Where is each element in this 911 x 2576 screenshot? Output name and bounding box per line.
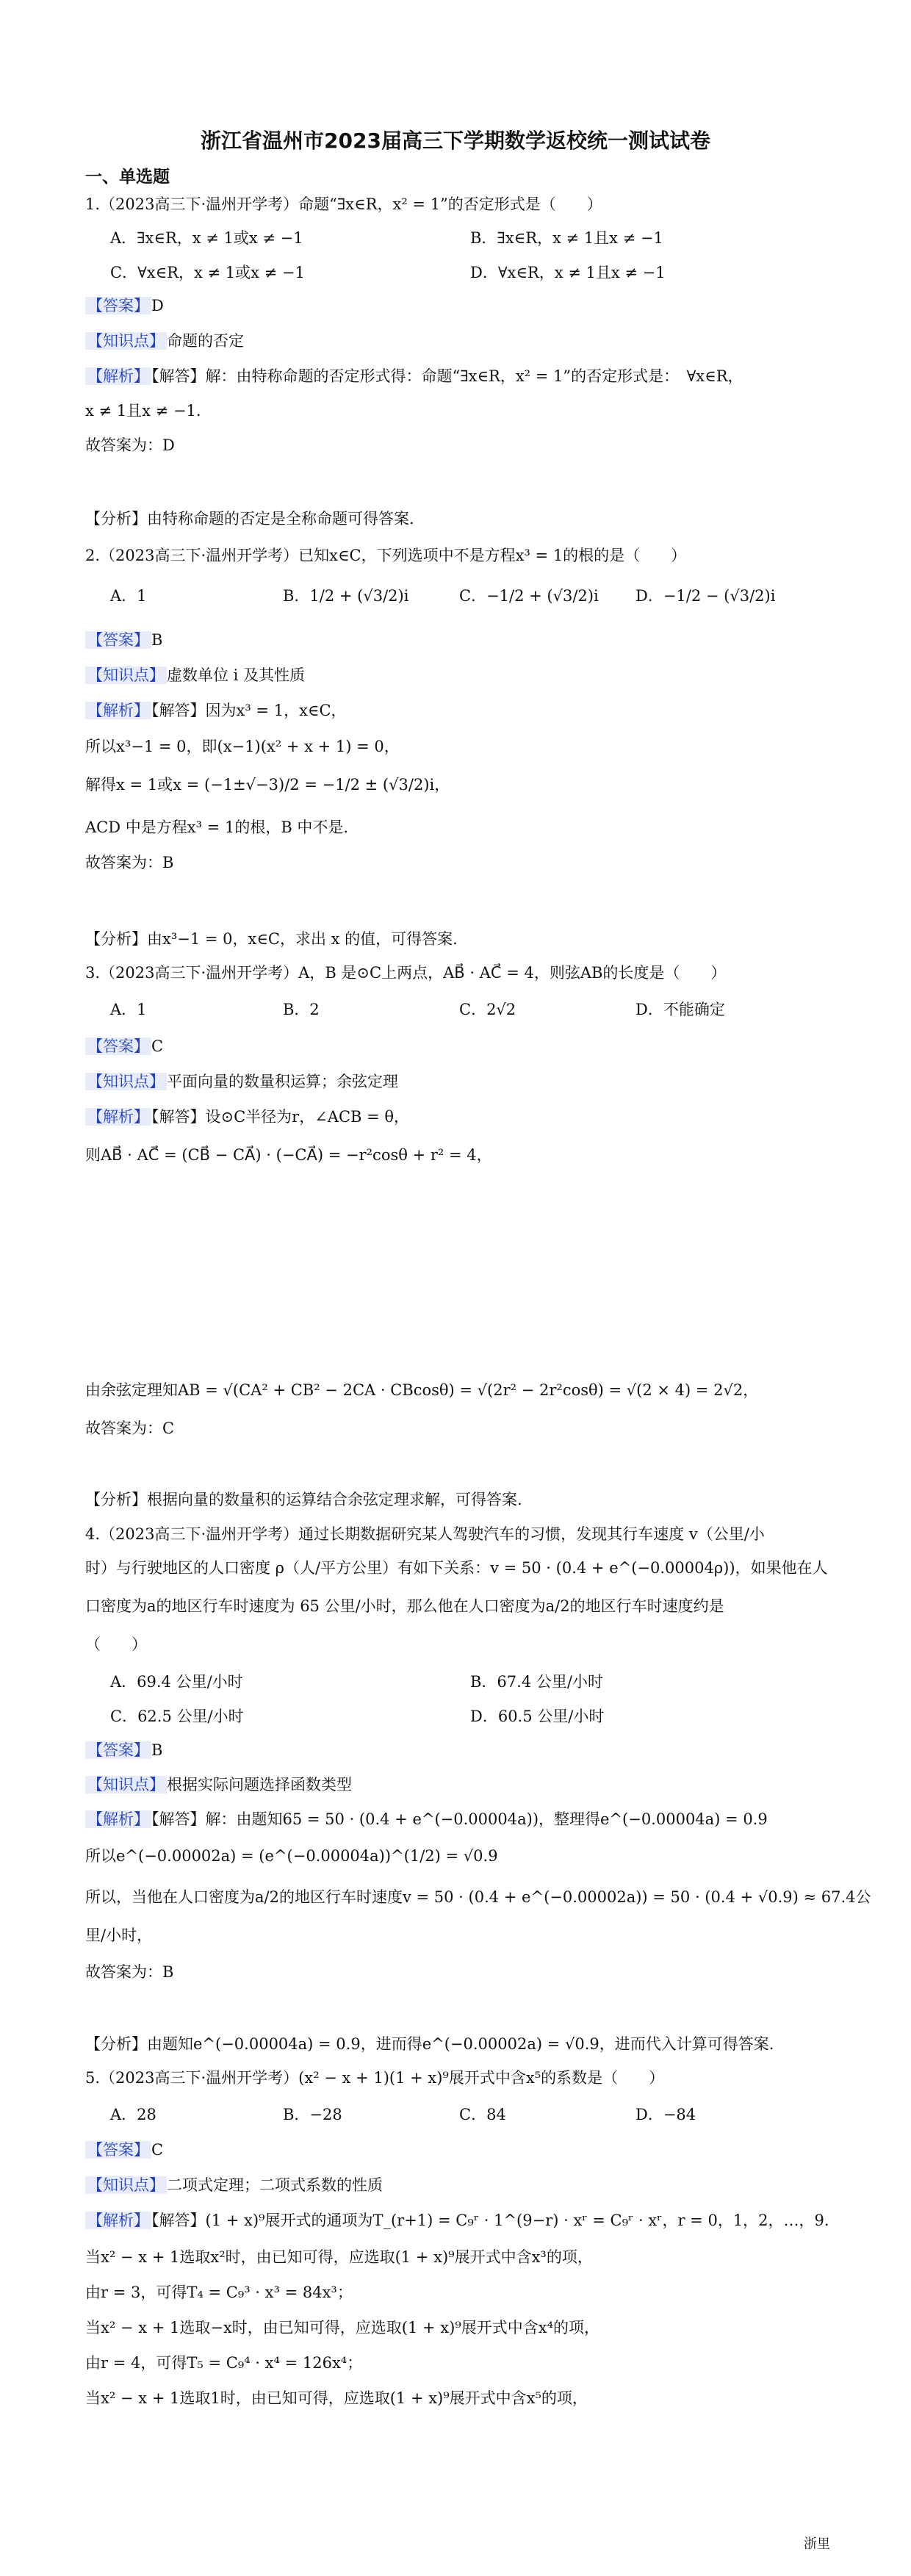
q4-option-c: C．62.5 公里/小时 [110, 1708, 244, 1725]
q1-stem: 1.（2023高三下·温州开学考）命题“∃x∈R，x² = 1”的否定形式是（ ） [85, 195, 602, 213]
answer-tag: 【答案】 [85, 2141, 151, 2159]
q2-jiexi [85, 699, 347, 721]
q5-knowledge-value: 二项式定理；二项式系数的性质 [167, 2176, 383, 2194]
q4-stem-line1: 4.（2023高三下·温州开学考）通过长期数据研究某人驾驶汽车的习惯，发现其行车速度 v（公里/小 [85, 1525, 765, 1543]
q5-option-b: B．−28 [283, 2106, 342, 2123]
knowledge-tag: 【知识点】 [85, 2176, 167, 2194]
q2-knowledge-value: 虚数单位 i 及其性质 [167, 666, 306, 684]
q3-knowledge-value: 平面向量的数量积运算；余弦定理 [167, 1073, 398, 1090]
q2-fenxi-text: 由x³−1 = 0，x∈C，求出 x 的值，可得答案. [147, 930, 458, 948]
q1-option-d: D．∀x∈R，x ≠ 1且x ≠ −1 [470, 264, 666, 281]
q4-option-b: B．67.4 公里/小时 [470, 1673, 603, 1691]
answer-tag: 【答案】 [85, 631, 151, 649]
q2-answer [85, 628, 162, 650]
q5-option-c: C．84 [459, 2106, 506, 2123]
q3-option-d: D．不能确定 [635, 1001, 725, 1018]
fenxi-tag: 【分析】 [85, 930, 147, 948]
page-footer: 浙里 [804, 2536, 830, 2552]
q3-answer-value: C [151, 1037, 164, 1055]
q2-answer-value: B [151, 631, 163, 649]
q3-fenxi-text: 根据向量的数量积的运算结合余弦定理求解，可得答案. [147, 1491, 522, 1508]
q4-jiexi [85, 1807, 768, 1830]
q1-answer-value: D [151, 297, 164, 314]
q5-stem: 5.（2023高三下·温州开学考）(x² − x + 1)(1 + x)⁹展开式中含x⁵的系数是（ ） [85, 2069, 665, 2087]
q4-stem-line2: 时）与行驶地区的人口密度 ρ（人/平方公里）有如下关系：v = 50 · (0.4 + e^(−0.00004ρ))，如果他在人 [85, 1559, 828, 1577]
q1-knowledge-value: 命题的否定 [167, 332, 244, 350]
q2-conclusion: 故答案为：B [85, 854, 174, 871]
section-heading: 一、单选题 [85, 168, 170, 187]
q2-jiexi-line1: 【解答】因为x³ = 1，x∈C， [151, 702, 347, 719]
q1-answer [85, 294, 164, 316]
q4-jiexi-line2: 所以e^(−0.00002a) = (e^(−0.00004a))^(1/2) = √0.9 [85, 1847, 498, 1865]
q5-jiexi [85, 2209, 829, 2231]
q3-answer [85, 1035, 163, 1057]
q3-conclusion: 故答案为：C [85, 1420, 175, 1437]
q4-answer [85, 1738, 162, 1760]
q4-stem-line4: （ ） [85, 1636, 147, 1653]
analysis-tag: 【解析】 [85, 2212, 151, 2229]
q5-option-a: A．28 [110, 2106, 156, 2123]
q3-option-b: B．2 [283, 1001, 320, 1018]
knowledge-tag: 【知识点】 [85, 332, 167, 350]
q4-answer-value: B [151, 1741, 163, 1759]
analysis-tag: 【解析】 [85, 1810, 151, 1828]
q5-answer [85, 2138, 163, 2160]
analysis-tag: 【解析】 [85, 702, 151, 719]
fenxi-tag: 【分析】 [85, 510, 147, 528]
q3-option-a: A．1 [110, 1001, 147, 1018]
q2-jiexi-line3: 解得x = 1或x = (−1±√−3)/2 = −1/2 ± (√3/2)i， [85, 776, 450, 794]
q3-knowledge [85, 1070, 398, 1092]
answer-tag: 【答案】 [85, 1037, 151, 1055]
q2-jiexi-line2: 所以x³−1 = 0，即(x−1)(x² + x + 1) = 0， [85, 738, 400, 755]
q5-jiexi-line6: 当x² − x + 1选取1时，由已知可得，应选取(1 + x)⁹展开式中含x⁵的项， [85, 2389, 588, 2407]
q1-option-c: C．∀x∈R，x ≠ 1或x ≠ −1 [110, 264, 305, 281]
q1-fenxi [85, 507, 414, 529]
q4-jiexi-line3: 所以，当他在人口密度为a/2的地区行车时速度v = 50 · (0.4 + e^(−0.00002a)) = 50 · (0.4 + √0.9) ≈ 67.4公 [85, 1888, 871, 1906]
q5-jiexi-line5: 由r = 4，可得T₅ = C₉⁴ · x⁴ = 126x⁴； [85, 2354, 363, 2372]
q1-knowledge [85, 329, 244, 351]
q5-jiexi-line2: 当x² − x + 1选取x²时，由已知可得，应选取(1 + x)⁹展开式中含x³的项， [85, 2248, 593, 2266]
q3-jiexi [85, 1105, 409, 1127]
q4-option-a: A．69.4 公里/小时 [110, 1673, 243, 1691]
q4-fenxi-text: 由题知e^(−0.00004a) = 0.9，进而得e^(−0.00002a) = √0.9，进而代入计算可得答案. [147, 2035, 774, 2053]
q3-jiexi-line3: 由余弦定理知AB = √(CA² + CB² − 2CA · CBcosθ) = √(2r² − 2r²cosθ) = √(2 × 4) = 2√2， [85, 1381, 759, 1399]
q4-jiexi-line4: 里/小时， [85, 1926, 153, 1944]
q5-jiexi-line1: 【解答】(1 + x)⁹展开式的通项为T_(r+1) = C₉ʳ · 1^(9−r) · xʳ = C₉ʳ · xʳ，r = 0，1，2，…，9. [151, 2212, 829, 2229]
q1-fenxi-text: 由特称命题的否定是全称命题可得答案. [147, 510, 414, 528]
q1-option-a: A．∃x∈R，x ≠ 1或x ≠ −1 [110, 229, 303, 247]
page-title: 浙江省温州市2023届高三下学期数学返校统一测试试卷 [201, 129, 710, 153]
q2-option-c: C．−1/2 + (√3/2)i [459, 587, 599, 605]
q5-jiexi-line4: 当x² − x + 1选取−x时，由已知可得，应选取(1 + x)⁹展开式中含x⁴的项， [85, 2319, 600, 2336]
q1-option-b: B．∃x∈R，x ≠ 1且x ≠ −1 [470, 229, 663, 247]
knowledge-tag: 【知识点】 [85, 1776, 167, 1794]
q4-knowledge-value: 根据实际问题选择函数类型 [167, 1776, 352, 1794]
q2-stem: 2.（2023高三下·温州开学考）已知x∈C，下列选项中不是方程x³ = 1的根的是（ ） [85, 547, 687, 564]
knowledge-tag: 【知识点】 [85, 666, 167, 684]
q4-stem-line3: 口密度为a的地区行车时速度为 65 公里/小时，那么他在人口密度为a/2的地区行车时速度约是 [85, 1597, 724, 1615]
q1-jiexi-line1: 【解答】解：由特称命题的否定形式得：命题“∃x∈R，x² = 1”的否定形式是： ∀x∈R， [151, 367, 743, 385]
analysis-tag: 【解析】 [85, 367, 151, 385]
q3-jiexi-line2: 则AB⃗ · AC⃗ = (CB⃗ − CA⃗) · (−CA⃗) = −r²cosθ + r² = 4， [85, 1146, 492, 1164]
analysis-tag: 【解析】 [85, 1108, 151, 1126]
q4-jiexi-line1: 【解答】解：由题知65 = 50 · (0.4 + e^(−0.00004a))，整理得e^(−0.00004a) = 0.9 [151, 1810, 768, 1828]
q4-knowledge [85, 1773, 352, 1795]
q2-jiexi-line4: ACD 中是方程x³ = 1的根，B 中不是. [85, 819, 349, 836]
q1-conclusion: 故答案为：D [85, 436, 175, 454]
q3-fenxi [85, 1488, 522, 1510]
q5-option-d: D．−84 [635, 2106, 696, 2123]
q3-jiexi-line1: 【解答】设⊙C半径为r，∠ACB = θ， [151, 1108, 410, 1126]
q1-jiexi [85, 364, 743, 386]
answer-tag: 【答案】 [85, 297, 151, 314]
fenxi-tag: 【分析】 [85, 2035, 147, 2053]
q4-conclusion: 故答案为：B [85, 1963, 174, 1981]
q5-jiexi-line3: 由r = 3，可得T₄ = C₉³ · x³ = 84x³； [85, 2284, 353, 2301]
q2-fenxi [85, 927, 458, 949]
q3-option-c: C．2√2 [459, 1001, 516, 1018]
answer-tag: 【答案】 [85, 1741, 151, 1759]
q5-knowledge [85, 2173, 383, 2195]
q2-option-a: A．1 [110, 587, 147, 605]
q1-jiexi-line2: x ≠ 1且x ≠ −1. [85, 402, 201, 420]
q2-knowledge [85, 663, 305, 686]
q5-answer-value: C [151, 2141, 164, 2159]
fenxi-tag: 【分析】 [85, 1491, 147, 1508]
q4-option-d: D．60.5 公里/小时 [470, 1708, 605, 1725]
knowledge-tag: 【知识点】 [85, 1073, 167, 1090]
q2-option-d: D．−1/2 − (√3/2)i [635, 587, 776, 605]
q4-fenxi [85, 2032, 774, 2054]
q2-option-b: B．1/2 + (√3/2)i [283, 587, 409, 605]
q3-stem: 3.（2023高三下·温州开学考）A，B 是⊙C上两点，AB⃗ · AC⃗ = 4，则弦AB的长度是（ ） [85, 964, 727, 982]
